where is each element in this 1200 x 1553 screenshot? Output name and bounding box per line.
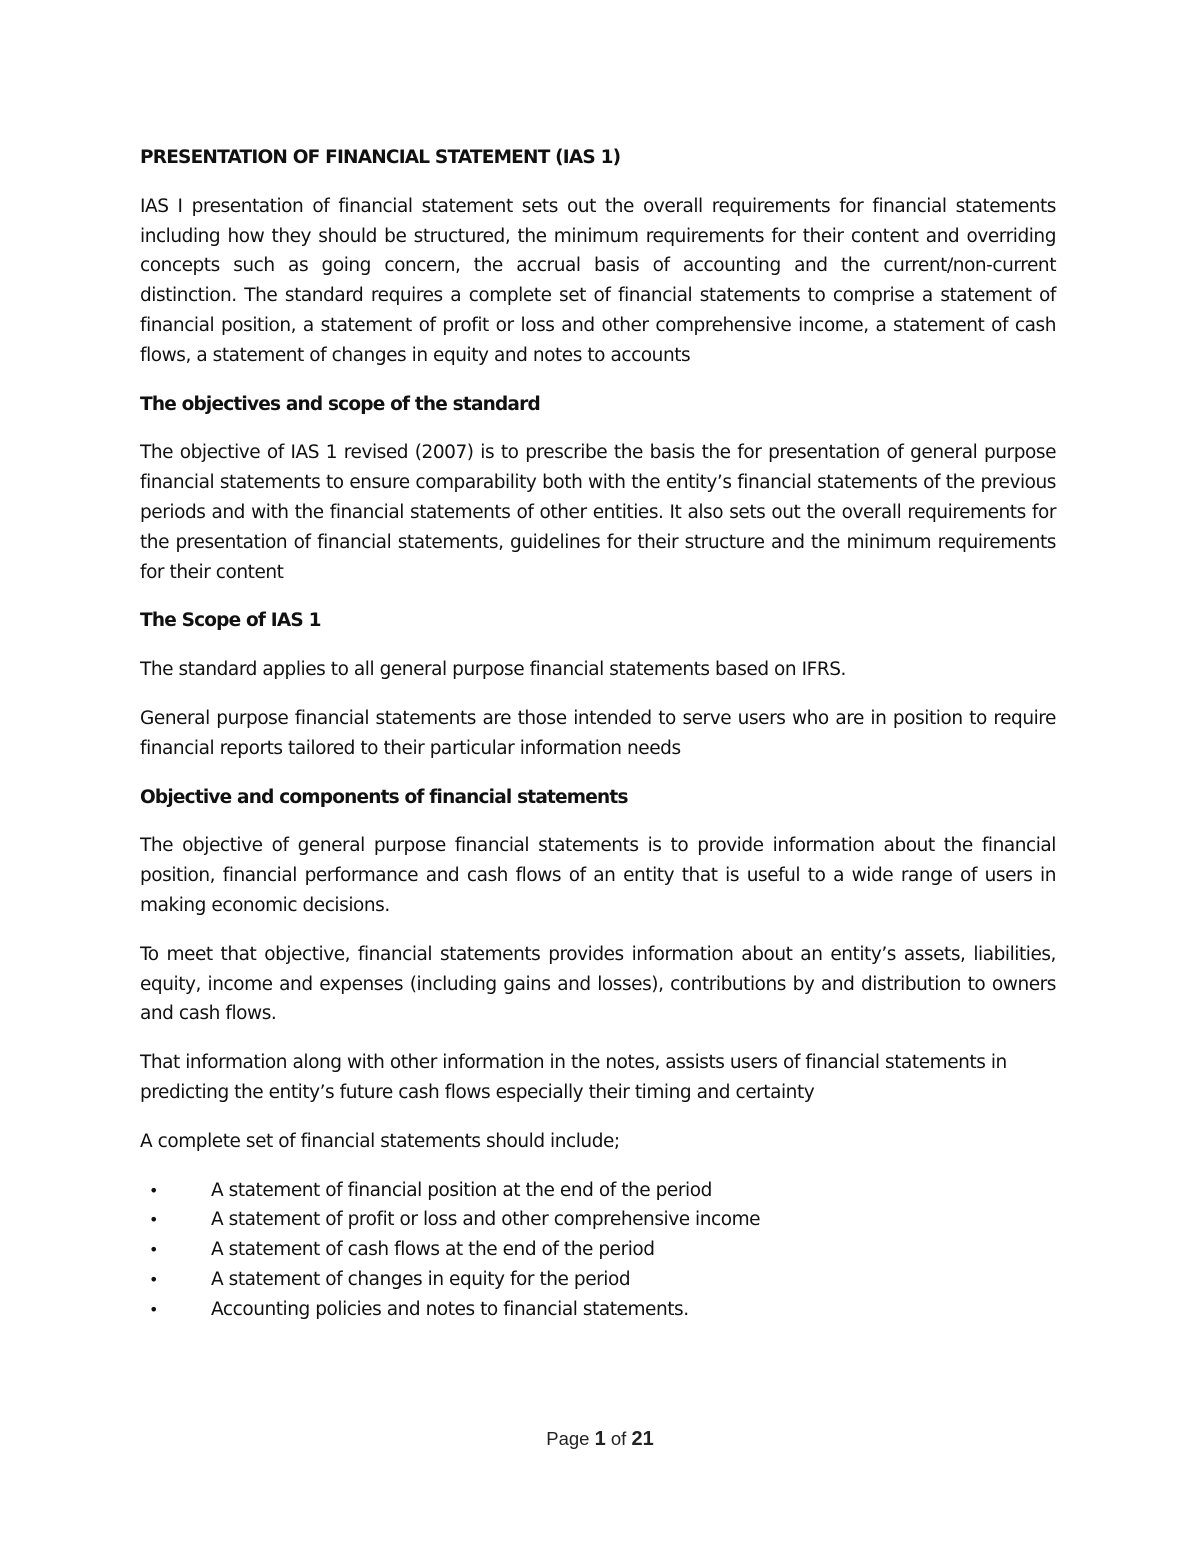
document-title: PRESENTATION OF FINANCIAL STATEMENT (IAS 1) [140,147,621,168]
list-item-text: A statement of profit or loss and other comprehensive income [211,1209,761,1231]
list-item [140,1265,1056,1295]
list-intro: A complete set of financial statements should include; [140,1130,620,1152]
statements-list [140,1176,1056,1325]
objectives-paragraph: The objective of IAS 1 revised (2007) is to prescribe the basis the for presentation of general purpose financial statements to ensure comparability both with the entity’s financial statements of the previous periods and with the financial statements of other entities. It also sets out the overall requirements for the presentation of financial statements, guidelines for their structure and the minimum requirements for their content [140,442,1056,583]
list-item-text: Accounting policies and notes to financial statements. [211,1298,689,1320]
components-paragraph-1: The objective of general purpose financial statements is to provide information about the financial position, financial performance and cash flows of an entity that is useful to a wide range of users in making economic decisions. [140,835,1056,916]
list-item-text: A statement of changes in equity for the period [211,1268,631,1290]
list-item [140,1235,1056,1265]
bullet-icon: • [149,1240,158,1260]
page-footer [0,1428,1200,1451]
bullet-icon: • [149,1269,158,1289]
scope-heading: The Scope of IAS 1 [140,610,321,632]
document-page [140,143,1056,1325]
list-item [140,1205,1056,1235]
list-item-text: A statement of financial position at the end of the period [211,1179,712,1201]
components-paragraph-3: That information along with other information in the notes, assists users of financial statements in predicting the entity’s future cash flows especially their timing and certainty [140,1052,1007,1103]
scope-paragraph-2: General purpose financial statements are those intended to serve users who are in position to require financial reports tailored to their particular information needs [140,707,1056,759]
total-pages-number: 21 [631,1428,654,1450]
objectives-heading: The objectives and scope of the standard [140,393,540,415]
list-item [140,1176,1056,1206]
current-page-number: 1 [594,1428,606,1450]
list-item [140,1295,1056,1325]
components-paragraph-2: To meet that objective, financial statements provides information about an entity’s assets, liabilities, equity, income and expenses (including gains and losses), contributions by and distribution to owners and cash flows. [140,943,1056,1025]
intro-paragraph: IAS I presentation of financial statement sets out the overall requirements for financial statements including how they should be structured, the minimum requirements for their content and overriding concepts such as going concern, the accrual basis of accounting and the current/non-current distinction. The standard requires a complete set of financial statements to comprise a statement of financial position, a statement of profit or loss and other comprehensive income, a statement of cash flows, a statement of changes in equity and notes to accounts [140,195,1056,366]
bullet-icon: • [149,1180,158,1200]
components-heading: Objective and components of financial statements [140,786,628,808]
list-item-text: A statement of cash flows at the end of the period [211,1239,655,1261]
bullet-icon: • [149,1210,158,1230]
page-label: Page [546,1428,590,1449]
bullet-icon: • [149,1299,158,1319]
scope-paragraph-1: The standard applies to all general purpose financial statements based on IFRS. [140,659,846,681]
of-label: of [610,1428,627,1449]
